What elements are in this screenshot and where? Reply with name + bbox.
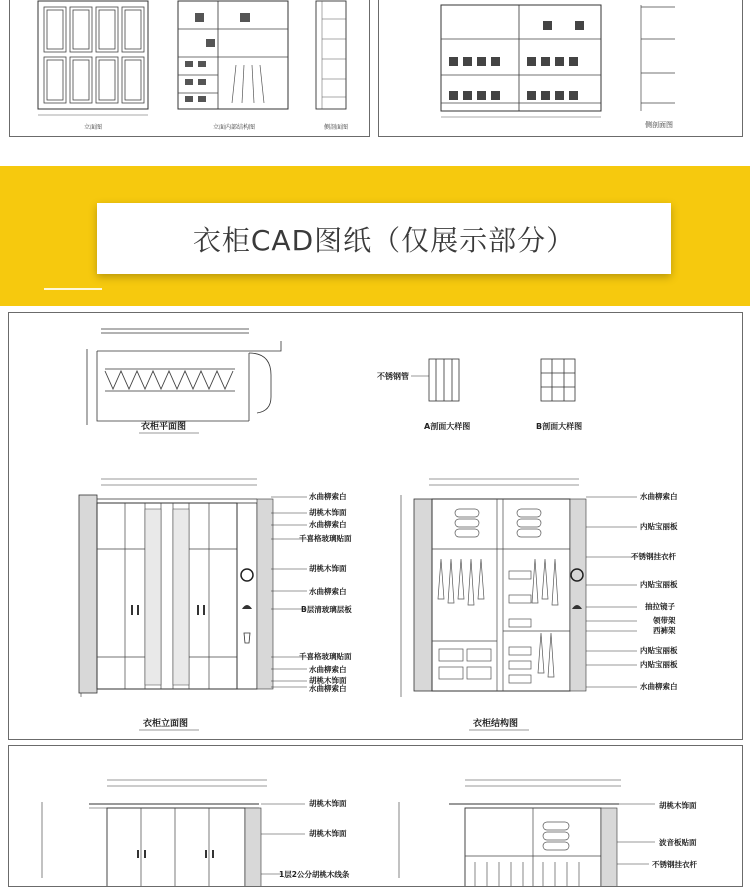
caption-elevation: 立面图 [84, 124, 103, 131]
elevation-label: 胡桃木饰面 [309, 676, 347, 685]
structure-drawing [401, 479, 637, 697]
elevation-label: 千喜格玻璃贴面 [299, 534, 352, 543]
section-b-drawing [541, 359, 575, 401]
banner-title: 衣柜CAD图纸（仅展示部分） [192, 223, 576, 257]
structure-label: 西裤架 [653, 626, 676, 635]
bottom-right-drawing [399, 780, 655, 886]
wardrobe-elevation-drawings-top [10, 0, 369, 136]
bottom-left-drawing [42, 780, 305, 886]
structure-label: 水曲柳索白 [640, 492, 678, 501]
elevation-label: 水曲柳索白 [309, 665, 347, 674]
bottom-left-label: 1层2公分胡桃木线条 [279, 870, 350, 879]
bottom-left-label: 胡桃木饰面 [309, 829, 347, 838]
banner-accent-line [44, 288, 102, 290]
structure-label: 水曲柳索白 [640, 682, 678, 691]
elevation-label: 水曲柳索白 [309, 492, 347, 501]
section-b-title: B剖面大样图 [536, 422, 583, 431]
elevation-drawing [79, 479, 307, 697]
elevation-label: 水曲柳索白 [309, 520, 347, 529]
plan-view [87, 329, 281, 425]
elevation-title: 衣柜立面图 [143, 719, 189, 729]
elevation-label: 水曲柳索白 [309, 587, 347, 596]
bottom-right-labels [652, 800, 697, 869]
structure-label: 内贴宝丽板 [640, 522, 678, 531]
drawing-panel-main [8, 312, 743, 740]
structure-label: 内贴宝丽板 [640, 660, 678, 669]
wardrobe-cad-main [9, 313, 742, 739]
shoe-cabinet-drawings-top [379, 0, 742, 136]
caption-inner-structure: 立面内部结构图 [213, 124, 256, 131]
elevation-labels [299, 491, 352, 693]
caption-side-section-right: 侧剖面图 [645, 121, 673, 129]
structure-label: 领带架 [653, 616, 676, 625]
section-a-drawing [429, 359, 459, 401]
structure-label: 内贴宝丽板 [640, 646, 678, 655]
structure-label: 抽拉镜子 [645, 602, 675, 611]
elevation-label: 胡桃木饰面 [309, 564, 347, 573]
drawing-panel-bottom [8, 745, 743, 887]
drawing-panel-top-right [378, 0, 743, 137]
section-banner [97, 203, 671, 274]
bottom-left-label: 胡桃木饰面 [309, 799, 347, 808]
structure-label: 内贴宝丽板 [640, 580, 678, 589]
drawing-panel-top-left [9, 0, 370, 137]
structure-label: 不锈钢挂衣杆 [631, 552, 676, 561]
bottom-right-label: 不锈钢挂衣杆 [652, 860, 697, 869]
elevation-label: 胡桃木饰面 [309, 508, 347, 517]
section-a-title: A剖面大样图 [424, 422, 471, 431]
elevation-label: 千喜格玻璃贴面 [299, 652, 352, 661]
plan-title: 衣柜平面图 [141, 422, 187, 432]
bottom-right-label: 胡桃木饰面 [659, 801, 697, 810]
bottom-right-label: 波音板贴面 [659, 838, 697, 847]
wardrobe-cad-bottom [9, 746, 742, 886]
elevation-label: 水曲柳索白 [309, 684, 347, 693]
structure-title: 衣柜结构图 [473, 719, 519, 729]
elevation-label: B层清玻璃层板 [301, 605, 352, 614]
caption-side-section: 侧剖面图 [324, 124, 349, 131]
structure-labels [631, 491, 678, 691]
bottom-left-labels [279, 798, 350, 879]
pipe-label: 不锈钢管 [377, 372, 409, 381]
